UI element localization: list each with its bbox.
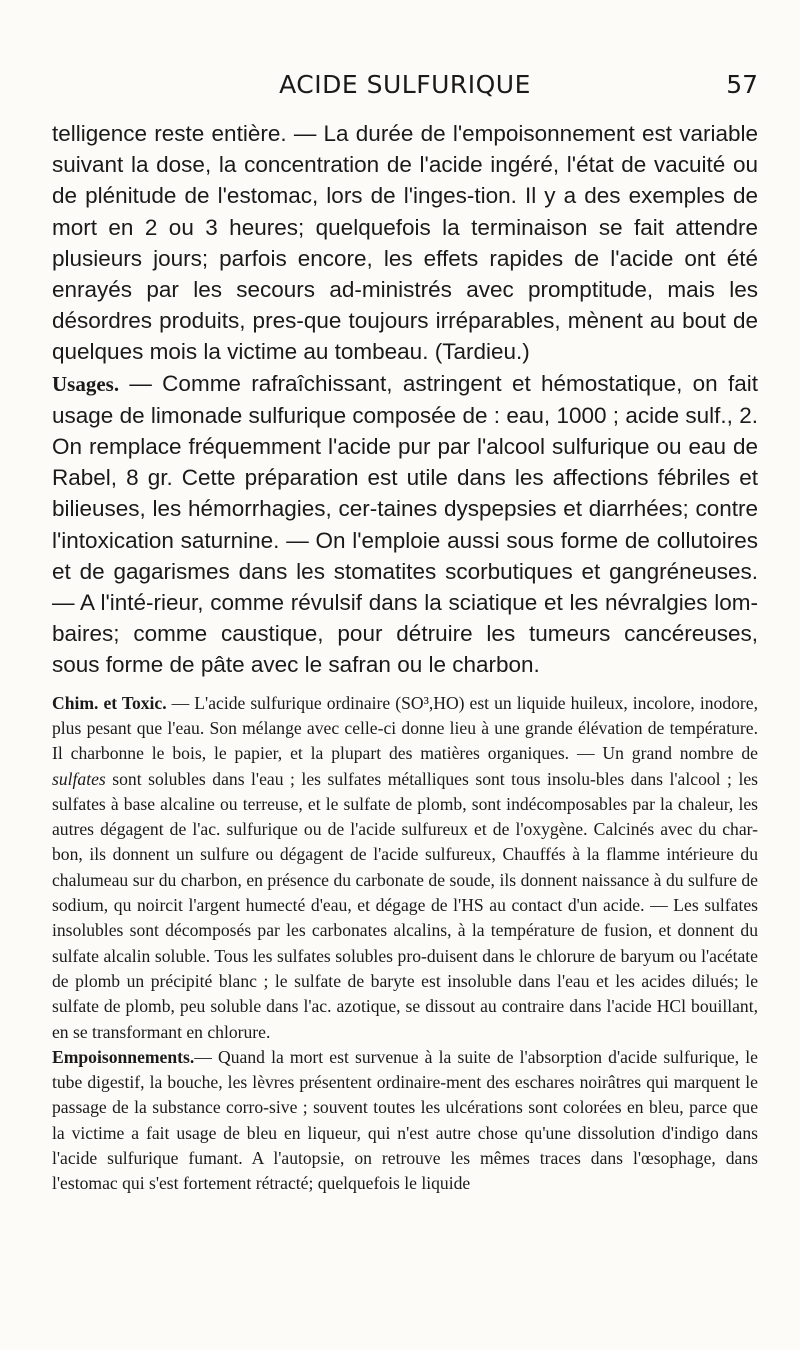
- page-header: [52, 70, 758, 104]
- usages-rubric: Usages.: [52, 371, 120, 396]
- chim-text-part-2: sont solubles dans l'eau ; les sulfates métalliques sont tous insolu-bles dans l'alcool ; les sulfates à base alcaline ou terreuse, et le sulfate de plomb, sont indécomposables par la chaleur, les autres dégagent de l'ac. sulfurique ou de l'acide sulfureux et de l'oxygène. Calcinés avec du char-bon, ils donnent un sulfure ou dégagent de l'acide sulfureux, Chauffés à la flamme intérieure du chalumeau sur du charbon, en présence du carbonate de soude, ils donnent naissance à du sulfure de sodium, qu noircit l'argent humecté d'eau, et dégage de l'HS au contact d'un acide. — Les sulfates insolubles sont décomposés par les carbonates alcalins, à la température de fusion, et donnent du sulfate alcalin soluble. Tous les sulfates solubles pro-duisent dans le chlorure de baryum ou l'acétate de plomb un précipité blanc ; le sulfate de baryte est insoluble dans l'eau et les acides dilués; le sulfate de plomb, peu soluble dans l'ac. azotique, se dissout au contraire dans l'acide HCl bouillant, en se transformant en chlorure.: [52, 768, 758, 1042]
- main-text: [52, 118, 758, 681]
- paragraph-usages: [52, 368, 758, 681]
- running-head: ACIDE SULFURIQUE: [279, 70, 531, 99]
- chim-rubric: Chim. et Toxic.: [52, 692, 167, 713]
- paragraph-empoisonnements: [52, 1045, 758, 1197]
- empoisonnements-rubric: Empoisonnements.: [52, 1046, 195, 1067]
- chim-italic-term: sulfates: [52, 768, 106, 789]
- usages-text: — Comme rafraîchissant, astringent et hémostatique, on fait usage de limonade sulfurique composée de : eau, 1000 ; acide sulf., 2. On remplace fréquemment l'acide pur par l'alcool sulfurique ou eau de Rabel, 8 gr. Cette préparation est utile dans les affections fébriles et bilieuses, les hémorrhagies, cer-taines dyspepsies et diarrhées; contre l'intoxication saturnine. — On l'emploie aussi sous forme de collutoires et de gagarismes dans les stomatites scorbutiques et gangréneuses. — A l'inté-rieur, comme révulsif dans la sciatique et les névralgies lom-baires; comme caustique, pour détruire les tumeurs cancéreuses, sous forme de pâte avec le safran ou le charbon.: [52, 370, 758, 678]
- page-number: 57: [726, 70, 758, 99]
- book-page: [52, 70, 758, 1197]
- chim-text-part-1: — L'acide sulfurique ordinaire (SO³,HO) est un liquide huileux, incolore, inodore, plus pesant que l'eau. Son mélange avec celle-ci donne lieu à une grande élévation de température. Il charbonne le bois, le papier, et la plupart des matières organiques. — Un grand nombre de: [52, 692, 758, 764]
- paragraph-chimie-toxicologie: [52, 691, 758, 1045]
- empoisonnements-text: — Quand la mort est survenue à la suite de l'absorption d'acide sulfurique, le tube digestif, la bouche, les lèvres présentent ordinaire-ment des eschares noirâtres qui marquent le passage de la substance corro-sive ; souvent toutes les ulcérations sont colorées en bleu, parce que la victime a fait usage de bleu en liqueur, qui n'est autre chose qu'une dissolution d'indigo dans l'acide sulfurique fumant. A l'autopsie, on retrouve les mêmes traces dans l'œsophage, dans l'estomac qui s'est fortement rétracté; quelquefois le liquide: [52, 1046, 758, 1194]
- paragraph-effects: telligence reste entière. — La durée de l'empoisonnement est variable suivant la dose, la concentration de l'acide ingéré, l'état de vacuité ou de plénitude de l'estomac, lors de l'inges-tion. Il y a des exemples de mort en 2 ou 3 heures; quelquefois la terminaison se fait attendre plusieurs jours; parfois encore, les effets rapides de l'acide ont été enrayés par les secours ad-ministrés avec promptitude, mais les désordres produits, pres-que toujours irréparables, mènent au bout de quelques mois la victime au tombeau. (Tardieu.): [52, 121, 758, 365]
- small-print-text: [52, 691, 758, 1197]
